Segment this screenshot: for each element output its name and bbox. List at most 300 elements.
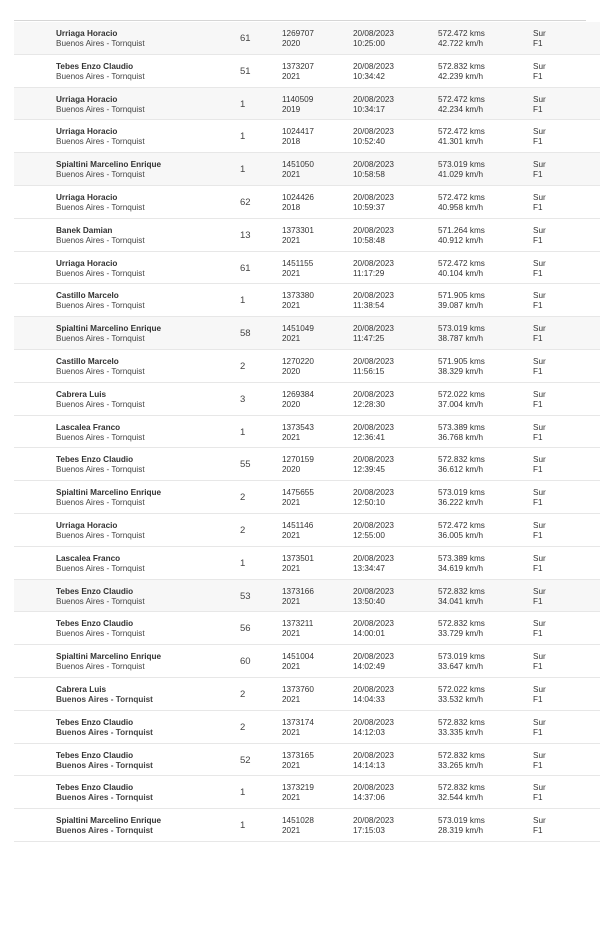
arrival-time: 13:34:47 (353, 563, 385, 573)
arrival-date: 20/08/2023 (353, 717, 394, 727)
category-cell (533, 95, 546, 115)
participant-name: Tebes Enzo Claudio (56, 455, 134, 465)
speed-value: 36.005 km/h (438, 530, 484, 540)
participant-cell (56, 226, 145, 246)
arrival-cell (353, 783, 394, 803)
category-value: F1 (533, 530, 543, 540)
participant-location: Buenos Aires - Tornquist (56, 71, 145, 81)
participant-name: Tebes Enzo Claudio (56, 619, 134, 629)
position-value: 55 (240, 459, 251, 471)
table-row (14, 776, 600, 809)
ring-number: 1373174 (282, 717, 314, 727)
speed-value: 36.222 km/h (438, 498, 484, 508)
participant-name: Spialtini Marcelino Enrique (56, 652, 162, 662)
position-cell (240, 592, 251, 602)
participant-location: Buenos Aires - Tornquist (56, 334, 145, 344)
ring-cell (282, 587, 314, 607)
position-value: 53 (240, 590, 251, 602)
table-row (14, 547, 600, 580)
ring-cell (282, 324, 314, 344)
arrival-cell (353, 324, 394, 344)
ring-number: 1373165 (282, 750, 314, 760)
position-value: 56 (240, 623, 251, 635)
participant-location: Buenos Aires - Tornquist (56, 268, 145, 278)
distance-value: 573.019 kms (438, 160, 485, 170)
distance-cell (438, 652, 485, 672)
distance-cell (438, 587, 485, 607)
arrival-time: 17:15:03 (353, 826, 385, 836)
arrival-time: 14:12:03 (353, 727, 385, 737)
arrival-cell (353, 193, 394, 213)
participant-location: Buenos Aires - Tornquist (56, 104, 145, 114)
arrival-cell (353, 423, 394, 443)
distance-cell (438, 423, 485, 443)
position-cell (240, 690, 245, 700)
position-value: 1 (240, 557, 246, 569)
distance-value: 572.832 kms (438, 750, 485, 760)
category-cell (533, 160, 546, 180)
position-value: 1 (240, 426, 246, 438)
category-cell (533, 259, 546, 279)
arrival-cell (353, 390, 394, 410)
position-cell (240, 34, 251, 44)
participant-name: Urriaga Horacio (56, 127, 118, 137)
position-value: 61 (240, 262, 251, 274)
ring-year: 2020 (282, 366, 301, 376)
zone-value: Sur (533, 783, 546, 793)
arrival-time: 12:39:45 (353, 465, 385, 475)
ring-year: 2021 (282, 662, 301, 672)
zone-value: Sur (533, 29, 546, 38)
distance-value: 573.389 kms (438, 553, 485, 563)
table-row (14, 744, 600, 777)
table-row (14, 678, 600, 711)
ring-cell (282, 619, 313, 639)
category-cell (533, 587, 546, 607)
category-value: F1 (533, 39, 543, 48)
arrival-date: 20/08/2023 (353, 29, 394, 38)
participant-name: Urriaga Horacio (56, 258, 118, 268)
arrival-cell (353, 455, 394, 475)
position-cell (240, 198, 251, 208)
arrival-cell (353, 226, 394, 246)
table-row (14, 153, 600, 186)
arrival-cell (353, 357, 394, 377)
category-value: F1 (533, 137, 543, 147)
ring-year: 2021 (282, 268, 301, 278)
ring-cell (282, 423, 314, 443)
arrival-time: 10:52:40 (353, 137, 385, 147)
participant-location: Buenos Aires - Tornquist (56, 793, 153, 803)
ring-cell (282, 455, 314, 475)
participant-name: Tebes Enzo Claudio (56, 61, 134, 71)
table-row (14, 809, 600, 842)
arrival-time: 10:34:42 (353, 71, 385, 81)
participant-name: Lascalea Franco (56, 553, 121, 563)
category-value: F1 (533, 202, 543, 212)
category-value: F1 (533, 760, 543, 770)
distance-cell (438, 127, 485, 147)
table-row (14, 22, 600, 55)
category-value: F1 (533, 793, 543, 803)
ring-cell (282, 390, 314, 410)
position-value: 1 (240, 295, 246, 307)
arrival-cell (353, 587, 394, 607)
position-value: 1 (240, 820, 246, 832)
ring-cell (282, 554, 314, 574)
position-value: 2 (240, 524, 246, 536)
distance-cell (438, 521, 485, 541)
participant-location: Buenos Aires - Tornquist (56, 39, 145, 48)
ring-number: 1373380 (282, 291, 314, 301)
participant-name: Tebes Enzo Claudio (56, 783, 134, 793)
distance-value: 572.832 kms (438, 783, 485, 793)
participant-location: Buenos Aires - Tornquist (56, 202, 145, 212)
ring-year: 2019 (282, 104, 301, 114)
position-cell (240, 67, 251, 77)
ring-year: 2018 (282, 202, 301, 212)
category-value: F1 (533, 71, 543, 81)
position-cell (240, 395, 245, 405)
position-cell (240, 657, 251, 667)
participant-cell (56, 783, 153, 803)
arrival-time: 12:55:00 (353, 530, 385, 540)
distance-cell (438, 324, 485, 344)
arrival-date: 20/08/2023 (353, 586, 394, 596)
participant-name: Spialtini Marcelino Enrique (56, 488, 162, 498)
participant-name: Tebes Enzo Claudio (56, 750, 134, 760)
participant-location: Buenos Aires - Tornquist (56, 399, 145, 409)
arrival-time: 10:59:37 (353, 202, 385, 212)
ring-year: 2021 (282, 596, 301, 606)
table-row (14, 448, 600, 481)
ring-number: 1269384 (282, 389, 314, 399)
distance-cell (438, 95, 485, 115)
position-cell (240, 460, 251, 470)
table-row (14, 481, 600, 514)
category-cell (533, 62, 546, 82)
arrival-date: 20/08/2023 (353, 422, 394, 432)
ring-number: 1270220 (282, 356, 314, 366)
speed-value: 32.544 km/h (438, 793, 484, 803)
category-cell (533, 554, 546, 574)
distance-value: 572.022 kms (438, 684, 485, 694)
participant-name: Banek Damian (56, 225, 113, 235)
ring-year: 2021 (282, 170, 301, 180)
participant-cell (56, 455, 145, 475)
distance-value: 573.389 kms (438, 422, 485, 432)
arrival-time: 14:04:33 (353, 694, 385, 704)
ring-year: 2021 (282, 235, 301, 245)
arrival-cell (353, 62, 394, 82)
distance-cell (438, 259, 485, 279)
arrival-cell (353, 751, 394, 771)
arrival-date: 20/08/2023 (353, 258, 394, 268)
ring-cell (282, 357, 314, 377)
category-value: F1 (533, 235, 543, 245)
speed-value: 33.729 km/h (438, 629, 484, 639)
distance-value: 572.832 kms (438, 586, 485, 596)
participant-location: Buenos Aires - Tornquist (56, 137, 145, 147)
distance-cell (438, 718, 485, 738)
zone-value: Sur (533, 422, 546, 432)
speed-value: 42.722 km/h (438, 39, 484, 48)
ring-year: 2021 (282, 530, 301, 540)
position-cell (240, 329, 251, 339)
position-cell (240, 428, 245, 438)
distance-value: 572.472 kms (438, 94, 485, 104)
ring-cell (282, 226, 314, 246)
distance-value: 572.472 kms (438, 258, 485, 268)
category-cell (533, 390, 546, 410)
position-value: 2 (240, 492, 246, 504)
participant-cell (56, 95, 145, 115)
participant-location: Buenos Aires - Tornquist (56, 662, 145, 672)
ring-cell (282, 652, 314, 672)
participant-cell (56, 29, 145, 49)
category-value: F1 (533, 301, 543, 311)
ring-cell (282, 521, 313, 541)
speed-value: 38.787 km/h (438, 334, 484, 344)
position-value: 60 (240, 656, 251, 668)
arrival-date: 20/08/2023 (353, 619, 394, 629)
arrival-time: 12:36:41 (353, 432, 385, 442)
table-row (14, 252, 600, 285)
arrival-date: 20/08/2023 (353, 127, 394, 137)
category-value: F1 (533, 268, 543, 278)
category-value: F1 (533, 465, 543, 475)
category-cell (533, 193, 546, 213)
ring-number: 1269707 (282, 29, 314, 38)
distance-value: 571.905 kms (438, 356, 485, 366)
arrival-cell (353, 95, 394, 115)
zone-value: Sur (533, 750, 546, 760)
distance-value: 571.905 kms (438, 291, 485, 301)
ring-cell (282, 291, 314, 311)
zone-value: Sur (533, 455, 546, 465)
participant-location: Buenos Aires - Tornquist (56, 465, 145, 475)
position-value: 3 (240, 393, 246, 405)
category-cell (533, 685, 546, 705)
ring-cell (282, 685, 314, 705)
participant-cell (56, 291, 145, 311)
arrival-time: 14:02:49 (353, 662, 385, 672)
distance-value: 572.472 kms (438, 127, 485, 137)
zone-value: Sur (533, 94, 546, 104)
category-value: F1 (533, 596, 543, 606)
ring-number: 1373501 (282, 553, 314, 563)
zone-value: Sur (533, 619, 546, 629)
arrival-cell (353, 718, 394, 738)
participant-cell (56, 324, 161, 344)
distance-value: 573.019 kms (438, 652, 485, 662)
zone-value: Sur (533, 356, 546, 366)
zone-value: Sur (533, 717, 546, 727)
participant-cell (56, 357, 145, 377)
zone-value: Sur (533, 225, 546, 235)
distance-value: 572.832 kms (438, 619, 485, 629)
arrival-cell (353, 259, 394, 279)
distance-cell (438, 160, 485, 180)
distance-cell (438, 357, 485, 377)
speed-value: 33.532 km/h (438, 694, 484, 704)
arrival-time: 14:37:06 (353, 793, 385, 803)
participant-cell (56, 259, 145, 279)
position-cell (240, 821, 245, 831)
ring-number: 1451049 (282, 324, 314, 334)
arrival-time: 10:34:17 (353, 104, 385, 114)
distance-cell (438, 29, 485, 49)
table-row (14, 645, 600, 678)
category-cell (533, 127, 546, 147)
participant-cell (56, 652, 161, 672)
participant-name: Spialtini Marcelino Enrique (56, 816, 162, 826)
participant-name: Cabrera Luis (56, 684, 107, 694)
participant-cell (56, 193, 145, 213)
participant-name: Lascalea Franco (56, 422, 121, 432)
position-cell (240, 788, 245, 798)
arrival-time: 11:47:25 (353, 334, 385, 344)
position-value: 62 (240, 196, 251, 208)
position-cell (240, 264, 251, 274)
zone-value: Sur (533, 291, 546, 301)
participant-location: Buenos Aires - Tornquist (56, 629, 145, 639)
ring-number: 1024426 (282, 192, 314, 202)
ring-year: 2021 (282, 432, 301, 442)
ring-year: 2021 (282, 71, 301, 81)
distance-value: 572.472 kms (438, 192, 485, 202)
zone-value: Sur (533, 258, 546, 268)
participant-cell (56, 423, 145, 443)
distance-value: 573.019 kms (438, 816, 485, 826)
speed-value: 34.041 km/h (438, 596, 484, 606)
ring-cell (282, 751, 314, 771)
category-cell (533, 652, 546, 672)
ring-number: 1373543 (282, 422, 314, 432)
table-row (14, 186, 600, 219)
participant-location: Buenos Aires - Tornquist (56, 432, 145, 442)
table-row (14, 317, 600, 350)
distance-cell (438, 685, 485, 705)
category-value: F1 (533, 727, 543, 737)
zone-value: Sur (533, 324, 546, 334)
participant-name: Urriaga Horacio (56, 192, 118, 202)
ring-year: 2021 (282, 727, 301, 737)
ring-number: 1451155 (282, 258, 314, 268)
position-value: 2 (240, 721, 246, 733)
zone-value: Sur (533, 553, 546, 563)
participant-cell (56, 685, 153, 705)
speed-value: 41.301 km/h (438, 137, 484, 147)
arrival-time: 10:58:58 (353, 170, 385, 180)
arrival-time: 13:50:40 (353, 596, 385, 606)
participant-location: Buenos Aires - Tornquist (56, 694, 153, 704)
participant-location: Buenos Aires - Tornquist (56, 530, 145, 540)
arrival-cell (353, 619, 394, 639)
ring-cell (282, 718, 314, 738)
position-cell (240, 231, 251, 241)
participant-location: Buenos Aires - Tornquist (56, 596, 145, 606)
distance-value: 572.022 kms (438, 389, 485, 399)
table-row (14, 350, 600, 383)
category-cell (533, 751, 546, 771)
arrival-date: 20/08/2023 (353, 520, 394, 530)
category-cell (533, 488, 546, 508)
ring-cell (282, 62, 314, 82)
participant-cell (56, 554, 145, 574)
position-value: 1 (240, 164, 246, 176)
category-cell (533, 718, 546, 738)
distance-cell (438, 390, 485, 410)
distance-cell (438, 193, 485, 213)
category-cell (533, 357, 546, 377)
arrival-cell (353, 521, 394, 541)
participant-location: Buenos Aires - Tornquist (56, 235, 145, 245)
position-value: 1 (240, 98, 246, 110)
participant-name: Cabrera Luis (56, 389, 107, 399)
participant-location: Buenos Aires - Tornquist (56, 727, 153, 737)
participant-location: Buenos Aires - Tornquist (56, 760, 153, 770)
position-value: 61 (240, 33, 251, 44)
ring-year: 2021 (282, 334, 301, 344)
participant-cell (56, 127, 145, 147)
ring-year: 2021 (282, 498, 301, 508)
distance-cell (438, 291, 485, 311)
arrival-date: 20/08/2023 (353, 783, 394, 793)
ring-cell (282, 488, 314, 508)
speed-value: 28.319 km/h (438, 826, 484, 836)
arrival-time: 11:38:54 (353, 301, 385, 311)
table-row (14, 219, 600, 252)
category-value: F1 (533, 629, 543, 639)
participant-name: Castillo Marcelo (56, 291, 119, 301)
ring-number: 1451146 (282, 520, 314, 530)
arrival-cell (353, 29, 394, 49)
category-value: F1 (533, 563, 543, 573)
category-value: F1 (533, 432, 543, 442)
table-row (14, 612, 600, 645)
ring-number: 1373166 (282, 586, 314, 596)
participant-location: Buenos Aires - Tornquist (56, 563, 145, 573)
distance-value: 573.019 kms (438, 488, 485, 498)
participant-name: Urriaga Horacio (56, 94, 118, 104)
participant-name: Urriaga Horacio (56, 29, 118, 38)
ring-cell (282, 160, 314, 180)
participant-cell (56, 587, 145, 607)
zone-value: Sur (533, 160, 546, 170)
distance-cell (438, 488, 485, 508)
ring-cell (282, 783, 314, 803)
ring-year: 2021 (282, 694, 301, 704)
position-value: 58 (240, 328, 251, 340)
distance-value: 572.832 kms (438, 61, 485, 71)
distance-value: 572.832 kms (438, 717, 485, 727)
ring-number: 1475655 (282, 488, 314, 498)
ring-cell (282, 816, 314, 836)
arrival-date: 20/08/2023 (353, 356, 394, 366)
distance-cell (438, 455, 485, 475)
position-value: 1 (240, 131, 246, 143)
arrival-cell (353, 685, 394, 705)
participant-name: Castillo Marcelo (56, 356, 119, 366)
category-cell (533, 29, 546, 49)
speed-value: 40.958 km/h (438, 202, 484, 212)
distance-cell (438, 62, 485, 82)
category-cell (533, 291, 546, 311)
arrival-cell (353, 291, 394, 311)
arrival-cell (353, 816, 394, 836)
zone-value: Sur (533, 520, 546, 530)
